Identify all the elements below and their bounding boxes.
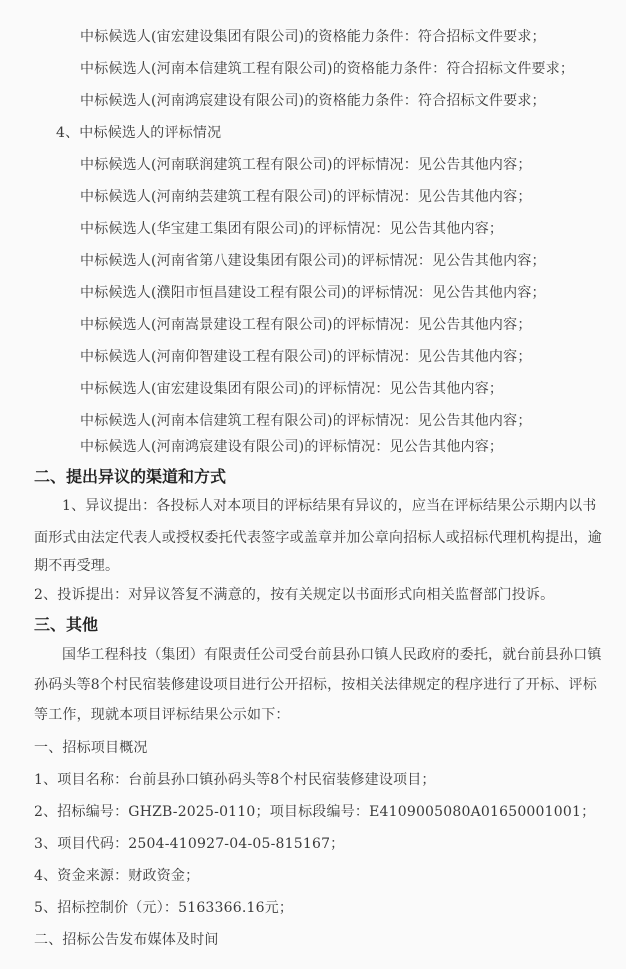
qualification-line: 中标候选人(河南鸿宸建设有限公司)的资格能力条件：符合招标文件要求；	[80, 93, 546, 109]
section-4-title: 4、中标候选人的评标情况	[56, 125, 222, 141]
overview-item: 5、招标控制价（元）：5163366.16元；	[34, 900, 294, 916]
qualification-line: 中标候选人(河南本信建筑工程有限公司)的资格能力条件：符合招标文件要求；	[80, 61, 575, 77]
overview-item: 2、招标编号：GHZB-2025-0110；项目标段编号：E4109005080A01650001001；	[34, 804, 596, 820]
objection-line: 期不再受理。	[34, 558, 120, 574]
other-line: 等工作，现就本项目评标结果公示如下：	[34, 707, 290, 723]
evaluation-line: 中标候选人(河南嵩景建设工程有限公司)的评标情况：见公告其他内容；	[80, 317, 532, 333]
overview-item: 3、项目代码：2504-410927-04-05-815167；	[34, 836, 345, 852]
other-line: 国华工程科技（集团）有限责任公司受台前县孙口镇人民政府的委托，就台前县孙口镇	[62, 647, 602, 663]
evaluation-line: 中标候选人(濮阳市恒昌建设工程有限公司)的评标情况：见公告其他内容；	[80, 285, 546, 301]
overview-title: 一、招标项目概况	[34, 740, 148, 756]
heading-other: 三、其他	[34, 615, 99, 634]
other-line: 孙码头等8个村民宿装修建设项目进行公开招标，按相关法律规定的程序进行了开标、评标	[34, 677, 597, 693]
evaluation-line: 中标候选人(华宝建工集团有限公司)的评标情况：见公告其他内容；	[80, 221, 504, 237]
complaint-line: 2、投诉提出：对异议答复不满意的，按有关规定以书面形式向相关监督部门投诉。	[34, 587, 555, 603]
overview-item: 4、资金来源：财政资金；	[34, 868, 200, 884]
objection-line: 1、异议提出：各投标人对本项目的评标结果有异议的，应当在评标结果公示期内以书	[62, 498, 597, 514]
qualification-line: 中标候选人(宙宏建设集团有限公司)的资格能力条件：符合招标文件要求；	[80, 29, 546, 45]
evaluation-line: 中标候选人(河南本信建筑工程有限公司)的评标情况：见公告其他内容；	[80, 413, 532, 429]
evaluation-line: 中标候选人(河南联润建筑工程有限公司)的评标情况：见公告其他内容；	[80, 157, 532, 173]
evaluation-line: 中标候选人(宙宏建设集团有限公司)的评标情况：见公告其他内容；	[80, 381, 504, 397]
overview-item: 1、项目名称：台前县孙口镇孙码头等8个村民宿装修建设项目；	[34, 772, 436, 788]
evaluation-line: 中标候选人(河南仰智建设工程有限公司)的评标情况：见公告其他内容；	[80, 349, 532, 365]
evaluation-line: 中标候选人(河南鸿宸建设有限公司)的评标情况：见公告其他内容；	[80, 439, 504, 455]
evaluation-line: 中标候选人(河南省第八建设集团有限公司)的评标情况：见公告其他内容；	[80, 253, 546, 269]
media-title: 二、招标公告发布媒体及时间	[34, 932, 219, 948]
objection-line: 面形式由法定代表人或授权委托代表签字或盖章并加公章向招标人或招标代理机构提出，逾	[34, 530, 602, 546]
evaluation-line: 中标候选人(河南纳芸建筑工程有限公司)的评标情况：见公告其他内容；	[80, 189, 532, 205]
heading-objection-channels: 二、提出异议的渠道和方式	[34, 467, 227, 486]
